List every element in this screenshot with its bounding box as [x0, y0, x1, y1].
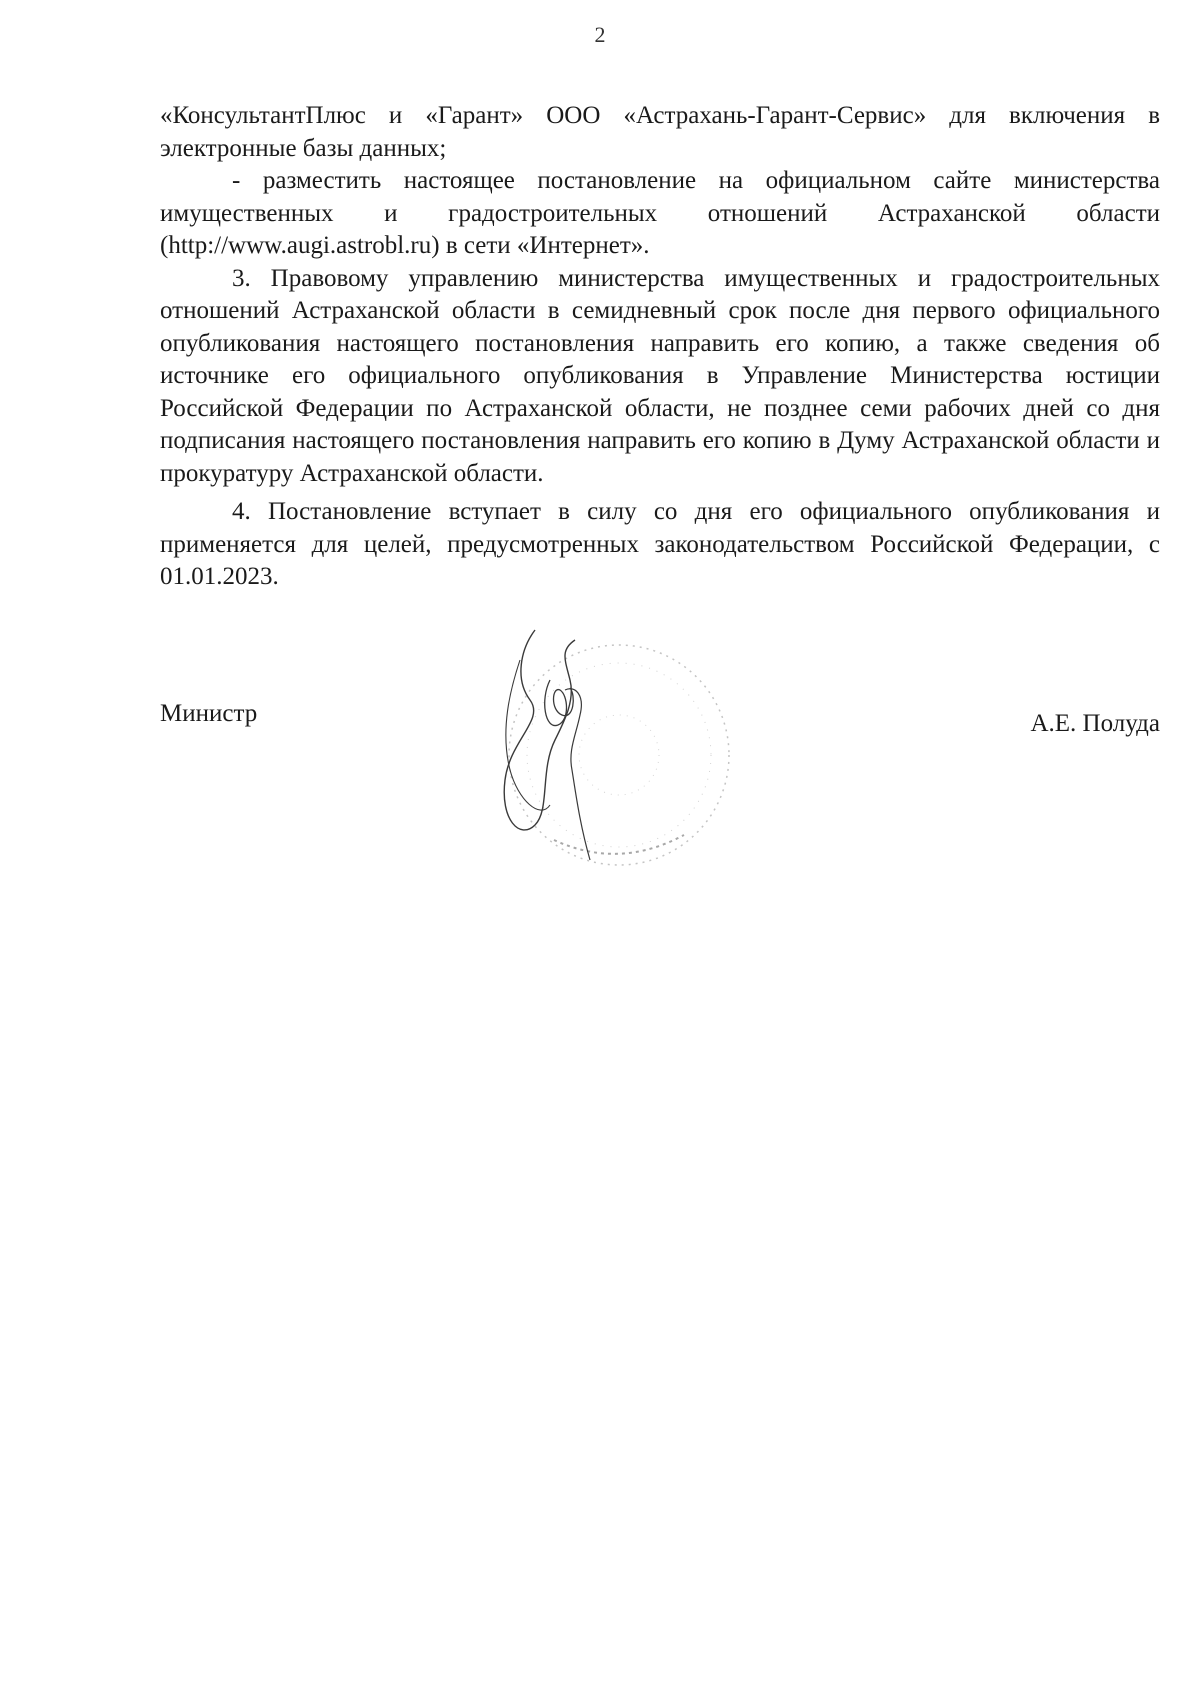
paragraph-publish-website: - разместить настоящее постановление на официальном сайте министерства имущественных и градостроительных отношений Астраханской области (http://www.augi.astrobl.ru) в сети «Интернет». — [160, 167, 1160, 259]
signer-title: Министр — [160, 700, 258, 727]
paragraph-effective-date: 4. Постановление вступает в силу со дня его официального опубликования и применяется для целей, предусмотренных законодательством Российской Федерации, с 01.01.2023. — [160, 498, 1160, 590]
paragraph-consultant: «КонсультантПлюс и «Гарант» ООО «Астрахань-Гарант-Сервис» для включения в электронные базы данных; — [160, 102, 1160, 162]
page-number: 2 — [594, 22, 606, 47]
signer-name: А.Е. Полуда — [1030, 710, 1160, 737]
document-body — [160, 100, 1160, 594]
signature-block — [160, 700, 1160, 740]
handwritten-signature-icon — [480, 620, 630, 880]
paragraph-legal-department: 3. Правовому управлению министерства имущественных и градостроительных отношений Астраханской области в семидневный срок после дня первого официального опубликования настоящего постановления направить его копию, а также сведения об источнике его официального опубликования в Управление Министерства юстиции Российской Федерации по Астраханской области, не позднее семи рабочих дней со дня подписания настоящего постановления направить его копию в Думу Астраханской области и прокуратуру Астраханской области. — [160, 264, 1160, 487]
